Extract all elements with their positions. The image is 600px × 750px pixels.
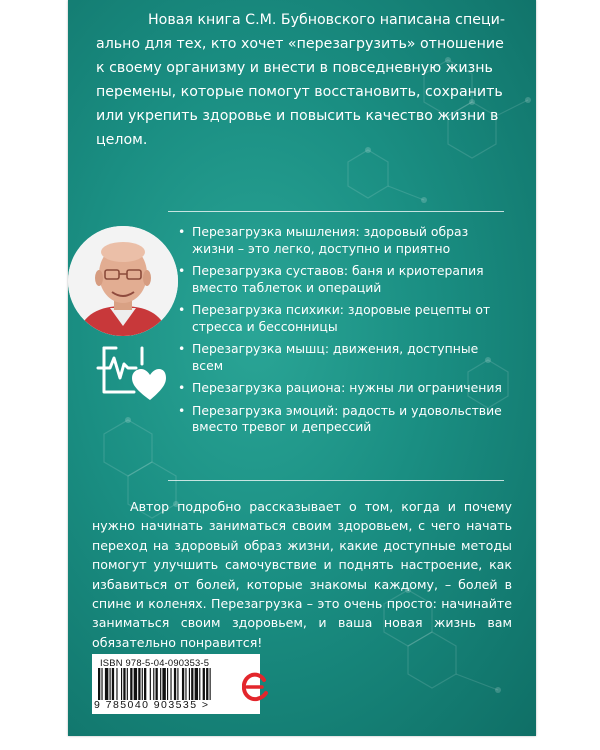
description-paragraph: Автор подробно рассказывает о том, когда и почему нужно начинать заниматься своим здоровьем, с чего начать переход на здоровый образ жизни, какие доступные методы помогут улучшить самочувствие и поднять настроение, как избавиться от болей, которые знакомы каждому, – болей в спине и коленях. Перезагрузка – это очень просто: начинайте заниматься своим здоровьем, и ваша новая жизнь вам обязательно понравится! — [92, 499, 512, 650]
list-item: • Перезагрузка суставов: баня и криотерапия вместо таблеток и операций — [176, 263, 506, 296]
barcode-bar — [170, 668, 171, 700]
barcode-bar — [156, 668, 158, 700]
barcode-bar — [134, 668, 137, 700]
barcode-bar — [112, 668, 114, 700]
barcode-bar — [150, 668, 151, 700]
barcode-bar — [101, 668, 102, 700]
barcode-label — [92, 654, 260, 714]
list-item: • Перезагрузка рациона: нужны ли ограничения — [176, 380, 506, 397]
barcode-bar — [153, 668, 154, 700]
bullet-list — [176, 224, 506, 442]
barcode-bar — [144, 668, 146, 700]
barcode-bar — [210, 668, 211, 700]
list-item: • Перезагрузка мышления: здоровый образ жизни – это легко, доступно и приятно — [176, 224, 506, 257]
barcode-bar — [203, 668, 205, 700]
barcode-bar — [182, 668, 184, 700]
barcode-bar — [199, 668, 200, 700]
heart-pulse-icon — [96, 334, 166, 404]
barcode-bar — [105, 668, 108, 700]
bottom-divider — [168, 480, 504, 481]
barcode-bar — [185, 668, 186, 700]
barcode-bar — [206, 668, 208, 700]
barcode-bar — [123, 668, 125, 700]
barcode-digits: 9 785040 903535 > — [94, 699, 210, 711]
list-item: • Перезагрузка психики: здоровые рецепты от стресса и бессонницы — [176, 302, 506, 335]
list-item: • Перезагрузка мышц: движения, доступные всем — [176, 341, 506, 374]
barcode-bar — [174, 668, 176, 700]
barcode-bars — [98, 668, 250, 700]
barcode-bar — [98, 668, 100, 700]
barcode-bar — [121, 668, 122, 700]
barcode-bar — [116, 668, 117, 700]
barcode-bar — [191, 668, 193, 700]
list-item: • Перезагрузка эмоций: радость и удовольствие вместо тревог и депрессий — [176, 403, 506, 436]
barcode-bar — [130, 668, 132, 700]
barcode-bar — [167, 668, 168, 700]
barcode-bar — [138, 668, 140, 700]
barcode-bar — [160, 668, 161, 700]
author-photo — [68, 226, 178, 336]
book-back-cover — [68, 0, 536, 736]
barcode-bar — [177, 668, 178, 700]
publisher-logo — [242, 672, 268, 702]
barcode-bar — [110, 668, 111, 700]
top-divider — [168, 211, 504, 212]
barcode-bar — [195, 668, 198, 700]
barcode-bar — [142, 668, 143, 700]
isbn-text: ISBN 978-5-04-090353-5 — [100, 657, 210, 668]
barcode-bar — [127, 668, 128, 700]
intro-paragraph: Новая книга С.М. Бубновского написана специально для тех, кто хочет «перезагрузить» отношение к своему организму и внести в повседневную жизнь перемены, которые помогут восстановить, сохранить или укрепить здоровье и повысить качество жизни в целом. — [96, 12, 505, 148]
barcode-bar — [162, 668, 165, 700]
barcode-bar — [189, 668, 190, 700]
